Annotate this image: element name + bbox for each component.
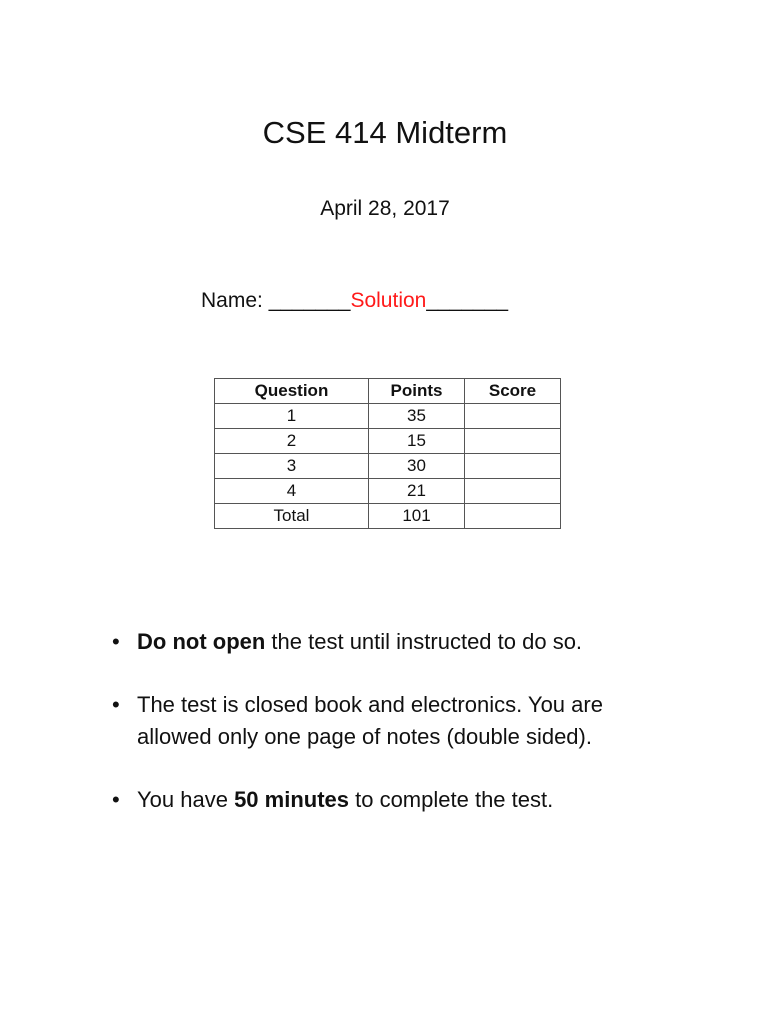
table-row: [215, 454, 561, 479]
question-cell: Total: [215, 504, 369, 529]
table-row: [215, 479, 561, 504]
score-cell: [465, 504, 561, 529]
score-cell: [465, 454, 561, 479]
instruction-item: [112, 626, 672, 658]
score-cell: [465, 429, 561, 454]
name-blank-before: _______: [268, 289, 351, 312]
question-cell: 1: [215, 404, 369, 429]
instruction-post: to complete the test.: [349, 787, 554, 812]
exam-date: April 28, 2017: [320, 197, 450, 220]
name-value: Solution: [350, 289, 427, 312]
points-cell: 101: [369, 504, 465, 529]
score-table: [214, 378, 561, 529]
name-line: [201, 287, 508, 315]
points-cell: 21: [369, 479, 465, 504]
question-cell: 2: [215, 429, 369, 454]
instruction-pre: You have: [137, 787, 235, 812]
table-row: [215, 404, 561, 429]
question-cell: 3: [215, 454, 369, 479]
instruction-bold: Do not open: [137, 629, 266, 654]
points-cell: 35: [369, 404, 465, 429]
column-header-question: Question: [215, 379, 369, 404]
score-cell: [465, 479, 561, 504]
table-header-row: [215, 379, 561, 404]
instruction-text: [137, 784, 672, 816]
instruction-item: [112, 689, 672, 753]
column-header-score: Score: [465, 379, 561, 404]
page-title: CSE 414 Midterm: [262, 115, 508, 150]
table-row-total: [215, 504, 561, 529]
name-blank-after: _______: [426, 289, 509, 312]
instruction-rest: the test until instructed to do so.: [265, 629, 583, 654]
points-cell: 30: [369, 454, 465, 479]
bullet-icon: •: [112, 787, 120, 812]
name-label: Name:: [201, 289, 269, 312]
table-row: [215, 429, 561, 454]
column-header-points: Points: [369, 379, 465, 404]
question-cell: 4: [215, 479, 369, 504]
points-cell: 15: [369, 429, 465, 454]
bullet-icon: •: [112, 629, 120, 654]
instruction-text: [137, 626, 672, 658]
bullet-icon: •: [112, 692, 120, 717]
instruction-text: The test is closed book and electronics. You are allowed only one page of notes (double sided).: [137, 692, 603, 749]
score-cell: [465, 404, 561, 429]
instruction-bold: 50 minutes: [234, 787, 349, 812]
instruction-item: [112, 784, 672, 816]
